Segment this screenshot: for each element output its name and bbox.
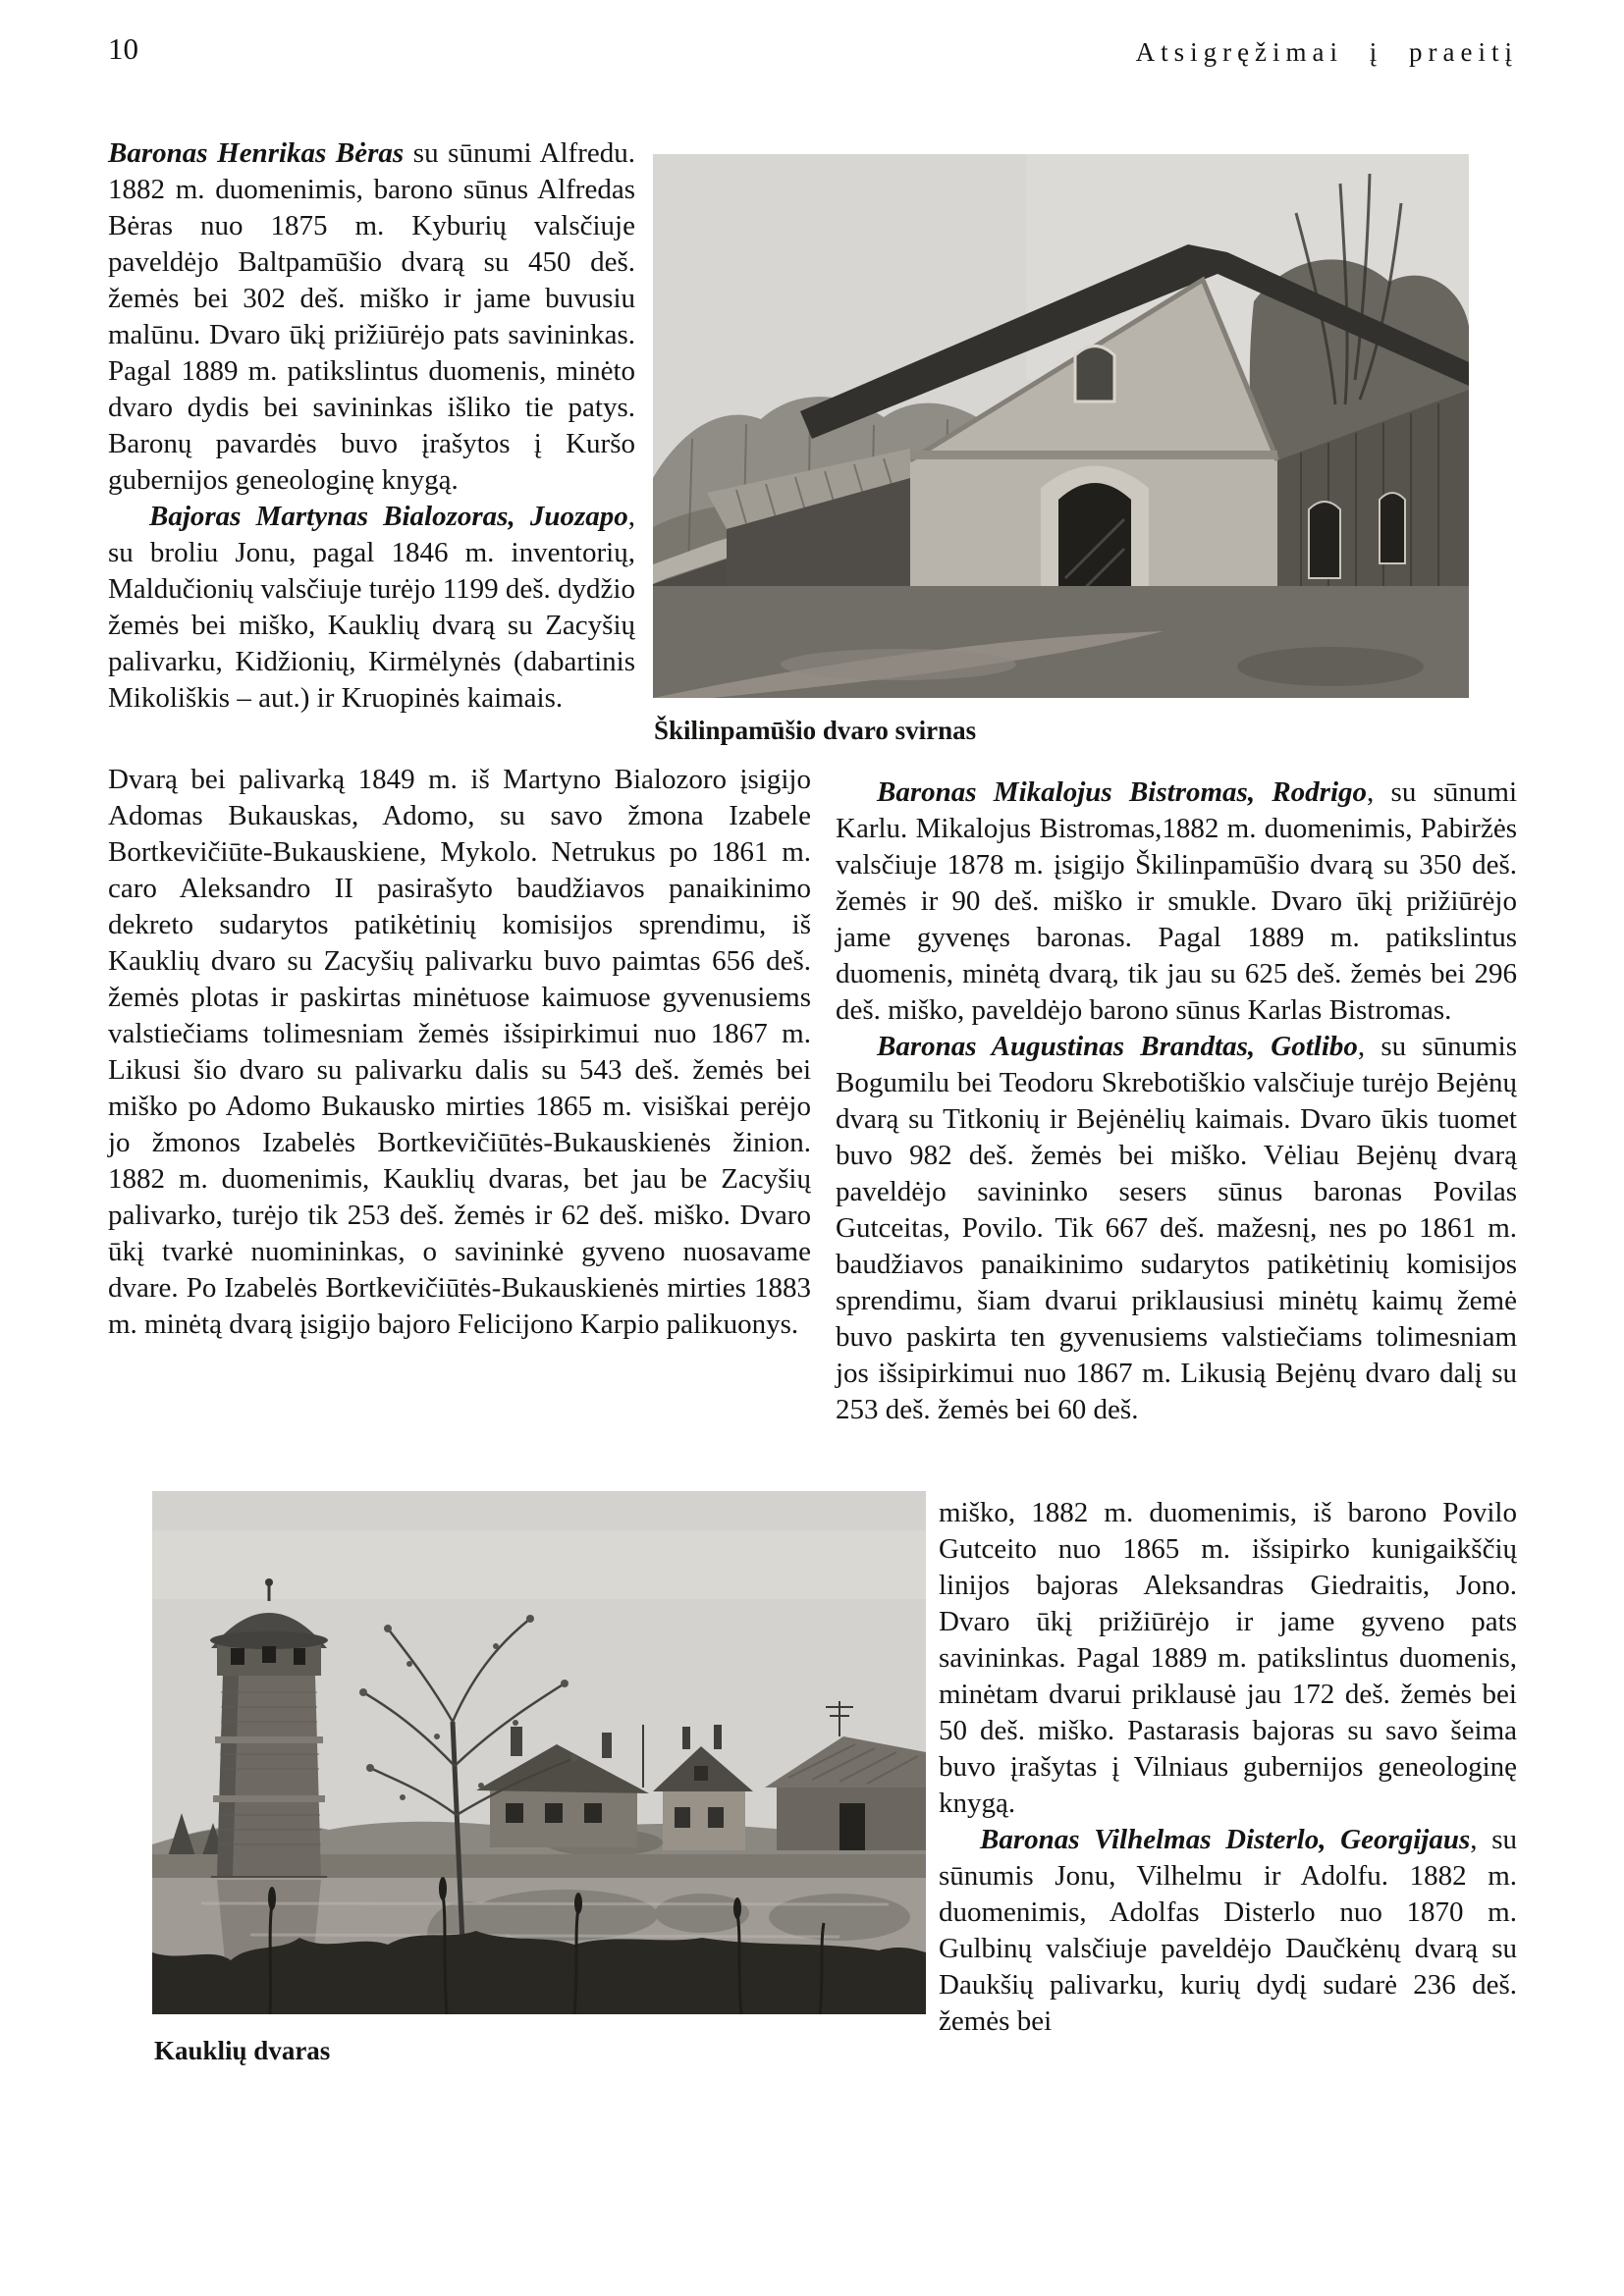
paragraph-brandtas (836, 1029, 1517, 1428)
paragraph-disterlo (939, 1822, 1517, 2040)
paragraph-beras (108, 135, 635, 499)
left-column-wide (108, 762, 811, 1343)
paragraph-text: miško, 1882 m. duomenimis, iš barono Povilo Gutceito nuo 1865 m. išsipirko kunigaikščių linijos bajoras Aleksandras Giedraitis, Jono. Dvaro ūkį prižiūrėjo ir jame gyveno pats savininkas. Pagal 1889 m. patikslintus duomenis, minėtam dvarui priklausė jau 172 deš. žemės bei 50 deš. miško. Pastarasis bajoras su savo šeima buvo įrašytas į Vilniaus gubernijos geneologinę knygą. (939, 1497, 1517, 1819)
photo-manor-pond (152, 1491, 926, 2014)
paragraph-lead: Baronas Augustinas Brandtas, Gotlibo (877, 1031, 1358, 1062)
tower-ring (215, 1736, 323, 1743)
paragraph-lead: Baronas Vilhelmas Disterlo, Georgijaus (980, 1824, 1471, 1855)
left-column-narrow (108, 135, 635, 717)
paragraph-text: Dvarą bei palivarką 1849 m. iš Martyno Bialozoro įsigijo Adomas Bukauskas, Adomo, su savo žmona Izabele Bortkevičiūte-Bukauskiene, Mykolo. Netrukus po 1861 m. caro Aleksandro II pasirašyto baudžiavos panaikinimo dekreto sudarytos patikėtinių komisijos sprendimu, iš Kauklių dvaro su Zacyšių palivarku buvo paimtas 656 deš. žemės plotas ir paskirtas minėtuose kaimuose gyvenusiems valstiečiams tolimesniam žemės išsipirkimui nuo 1867 m. Likusi šio dvaro su palivarku dalis su 543 deš. žemės bei miško po Adomo Bukausko mirties 1865 m. visiškai perėjo jo žmonos Izabelės Bortkevičiūtės-Bukauskienės žinion. 1882 m. duomenimis, Kauklių dvaras, bet jau be Zacyšių palivarko, turėjo tik 253 deš. žemės ir 62 deš. miško. Dvaro ūkį tvarkė nuomininkas, o savininkė gyveno nuosavame dvare. Po Izabelės Bortkevičiūtės-Bukauskienės mirties 1883 m. minėtą dvarą įsigijo bajoro Felicijono Karpio palikuonys. (108, 764, 811, 1340)
foreground-ground (653, 586, 1469, 698)
paragraph-text: , su broliu Jonu, pagal 1846 m. inventorių, Maldučionių valsčiuje turėjo 1199 deš. dydžio žemės bei miško, Kauklių dvarą su Zacyšių palivarku, Kidžionių, Kirmėlynės (dabartinis Mikoliškis – aut.) ir Kruopinės kaimais. (108, 501, 635, 714)
running-header: Atsigręžimai į praeitį (1135, 37, 1518, 67)
side-window-2 (1380, 493, 1405, 563)
tower-window (294, 1648, 305, 1665)
tower-finial (265, 1578, 273, 1586)
photo-granary (653, 154, 1469, 698)
caption-manor: Kauklių dvaras (154, 2036, 331, 2065)
gable-window (1075, 347, 1114, 402)
tower-ring (213, 1795, 325, 1802)
caption-granary: Škilinpamūšio dvaro svirnas (654, 716, 977, 745)
paragraph-brandtas-continued (939, 1495, 1517, 1822)
paragraph-text: , su sūnumis Bogumilu bei Teodoru Skrebotiškio valsčiuje turėjo Bejėnų dvarą su Titkonių ir Bejėnėlių kaimais. Dvaro ūkis tuomet buvo 982 deš. žemės bei miško. Vėliau Bejėnų dvarą paveldėjo savininko sesers sūnus baronas Povilas Gutceitas, Povilo. Tik 667 deš. mažesnį, nes po 1861 m. baudžiavos panaikinimo sudarytos patikėtinių komisijos sprendimu, šiam dvarui priklausiusi minėtų kaimų žemė buvo paskirta ten gyvenusiems valstiečiams tolimesniam jos išsipirkimui nuo 1867 m. Likusią Bejėnų dvaro dalį su 253 deš. žemės bei 60 deš. (836, 1031, 1517, 1425)
paragraph-text: , su sūnumis Jonu, Vilhelmu ir Adolfu. 1882 m. duomenimis, Adolfas Disterlo nuo 1870 m. Gulbinų valsčiuje paveldėjo Daučkėnų dvarą su Daukšių palivarku, kurių dydį sudarė 236 deš. žemės bei (939, 1824, 1517, 2037)
tower-window (262, 1646, 276, 1663)
paragraph-lead: Baronas Mikalojus Bistromas, Rodrigo (877, 776, 1368, 808)
tower-window (231, 1648, 244, 1665)
paragraph-text: , su sūnumi Karlu. Mikalojus Bistromas,1882 m. duomenimis, Pabiržės valsčiuje 1878 m. įsigijo Škilinpamūšio dvarą su 350 deš. žemės ir 90 deš. miško ir smukle. Dvaro ūkį prižiūrėjo jame gyvenęs baronas. Pagal 1889 m. patikslintus duomenis, minėtą dvarą, tik jau su 625 deš. žemės bei 296 deš. miško, paveldėjo barono sūnus Karlas Bistromas. (836, 776, 1517, 1026)
side-window-1 (1309, 502, 1340, 578)
cornice-band (910, 451, 1277, 459)
right-column-narrow (939, 1495, 1517, 2040)
grass-tuft (1237, 647, 1424, 686)
paragraph-lead: Baronas Henrikas Bėras (108, 137, 405, 169)
paragraph-bialozoras (108, 499, 635, 717)
paragraph-text: su sūnumi Alfredu. 1882 m. duomenimis, barono sūnus Alfredas Bėras nuo 1875 m. Kyburių valsčiuje paveldėjo Baltpamūšio dvarą su 450 deš. žemės bei 302 deš. miško ir jame buvusiu malūnu. Dvaro ūkį prižiūrėjo pats savininkas. Pagal 1889 m. patikslintus duomenis, minėto dvaro dydis bei savininkas išliko tie patys. Baronų pavardės buvo įrašytos į Kuršo gubernijos geneologinę knygą. (108, 137, 635, 496)
paragraph-bialozoras-continued (108, 762, 811, 1343)
paragraph-lead: Bajoras Martynas Bialozoras, Juozapo (149, 501, 628, 532)
page-number: 10 (108, 31, 138, 66)
right-column (836, 774, 1517, 1428)
paragraph-bistromas (836, 774, 1517, 1029)
